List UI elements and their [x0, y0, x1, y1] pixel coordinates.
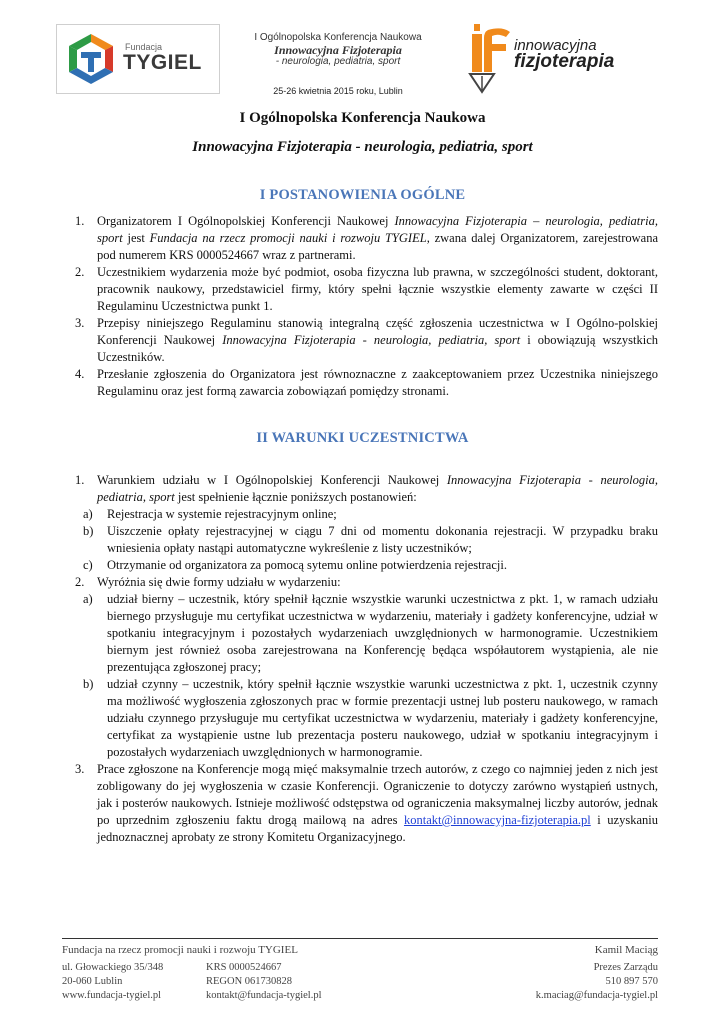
item-number: 3.: [75, 316, 85, 330]
section-2-list: [62, 472, 658, 846]
footer-role: Prezes Zarządu: [593, 962, 658, 973]
sub-item: [62, 591, 658, 676]
sub-item-letter: a): [83, 507, 93, 521]
sub-item: [62, 506, 658, 523]
sub-item-letter: c): [83, 558, 93, 572]
sub-item-letter: b): [83, 524, 94, 538]
item-text: i uzyskaniu jednoznacznej aprobaty ze strony Komitetu Organizacyjnego.: [97, 813, 658, 844]
item-text: Przesłanie zgłoszenia do Organizatora jest równoznaczne z zaakceptowaniem przez Uczestnika niniejszego Regulaminu oraz jest formą zawarcia zobowiązań pomiędzy stronami.: [97, 367, 658, 398]
item-italic-text: Innowacyjna Fizjoterapia - neurologia, pediatria, sport: [97, 473, 658, 504]
list-item: [62, 472, 658, 506]
sub-item: [62, 676, 658, 761]
document-title: I Ogólnopolska Konferencja Naukowa: [239, 110, 486, 126]
item-text: jest spełnienie łącznie poniższych postanowień:: [174, 490, 417, 504]
footer-contact-email: k.maciag@fundacja-tygiel.pl: [535, 990, 658, 1001]
footer-contact: [536, 961, 658, 1003]
item-text: Prace zgłoszone na Konferencje mogą mięć maksymalnie trzech autorów, z czego co najmniej jeden z nich jest zobligowany do jej wygłoszenia w czasie Konferencji. Ograniczenie to dotyczy zarówno wystąpień ustnych, jak i posterów naukowych. Istnieje możliwość odstępstwa od ograniczenia maksymalnej liczby autorów, jednak po uprzednim zgłoszeniu faktu drogą mailową na adres: [97, 762, 658, 827]
sub-item-text: Otrzymanie od organizatora za pomocą sytemu online potwierdzenia rejestracji.: [107, 558, 507, 572]
item-number: 1.: [75, 473, 85, 487]
header-line-3: - neurologia, pediatria, sport: [275, 56, 401, 67]
sub-item-text: udział czynny – uczestnik, który spełnił łącznie wszystkie warunki uczestnictwa z pkt. 1, uczestnik czynny ma możliwość wygłoszenia zgłoszonych prac w formie prezentacji ustnej lub posteru naukowego, w ramach udziału czynnego przysługuje mu certyfikat uczestnictwa w wydarzeniu, materiały i gadżety konferencyjne, certyfikat za wystąpienie ustne lub prezentacja posteru naukowego, udział w spotkaniu integracyjnym i pozostałych wydarzeniach uwzględnionych w harmonogramie.: [107, 677, 658, 759]
item-number: 4.: [75, 367, 85, 381]
section-title-postanowienia: I POSTANOWIENIA OGÓLNE: [259, 187, 466, 203]
sub-item-text: Uiszczenie opłaty rejestracyjnej w ciągu 7 dni od momentu dokonania rejestracji. W przypadku braku wniesienia opłaty nastąpi automatyczne wykreślenie z listy uczestników;: [107, 524, 658, 555]
footer-person-name: Kamil Maciąg: [594, 944, 658, 956]
sub-item-text: Rejestracja w systemie rejestracyjnym online;: [107, 507, 337, 521]
tygiel-logo-small-text: Fundacja: [125, 42, 163, 52]
item-italic-text: Innowacyjna Fizjoterapia - neurologia, pediatria, sport: [222, 333, 521, 347]
list-item: [62, 315, 658, 366]
sub-item: [62, 523, 658, 557]
footer-regon: REGON 061730828: [206, 976, 293, 987]
item-number: 3.: [75, 762, 85, 776]
list-item: [62, 366, 658, 400]
sub-item: [62, 557, 658, 574]
pen-nib-icon: [462, 24, 516, 94]
sub-item-text: udział bierny – uczestnik, który spełnił łącznie wszystkie warunki uczestnictwa z pkt. 1, w ramach udziału biernego przysługuje mu certyfikat uczestnictwa w wydarzeniu, materiały i gadżety konferencyjne, udział w spotkaniu integracyjnym i pozostałych wydarzeniach uwzględnionych w harmonogramie. Uczestnikiem biernym jest również osoba zarejestrowana na Konferencję będąca współautorem wystąpienia, ale nie prezentująca zgłoszonej pracy;: [107, 592, 658, 674]
footer-phone: 510 897 570: [605, 976, 658, 987]
footer-address-line: 20-060 Lublin: [62, 976, 123, 987]
footer-address: [62, 961, 163, 1003]
list-item: [62, 761, 658, 846]
tygiel-logo: [56, 24, 220, 94]
footer-registry: [206, 961, 322, 1003]
item-text: Warunkiem udziału w I Ogólnopolskiej Konferencji Naukowej: [97, 473, 447, 487]
header-conference-info: [238, 32, 438, 68]
header-line-1: I Ogólnopolska Konferencja Naukowa: [254, 32, 422, 43]
logo-word-fizjoterapia: fizjoterapia: [514, 51, 615, 72]
footer-organization: Fundacja na rzecz promocji nauki i rozwoju TYGIEL: [62, 944, 298, 956]
footer-website: www.fundacja-tygiel.pl: [62, 990, 162, 1001]
header-date: 25-26 kwietnia 2015 roku, Lublin: [273, 86, 403, 96]
email-link[interactable]: kontakt@innowacyjna-fizjoterapia.pl: [403, 813, 591, 827]
logo-word-innowacyjna: innowacyjna: [514, 37, 597, 54]
item-text: Wyróżnia się dwie formy udziału w wydarzeniu:: [97, 575, 341, 589]
section-1-list: [62, 213, 658, 400]
document-subtitle: Innowacyjna Fizjoterapia - neurologia, pediatria, sport: [192, 139, 533, 155]
item-number: 2.: [75, 575, 85, 589]
item-text: Uczestnikiem wydarzenia może być podmiot, osoba fizyczna lub prawna, w szczególności student, doktorant, pracownik naukowy, przedstawiciel firmy, który spełni łącznie wszystkie elementy zawarte w części II Regulaminu Uczestnictwa punkt 1.: [97, 265, 658, 313]
item-text: Przepisy niniejszego Regulaminu stanowią integralną część zgłoszenia uczestnictwa w I Ogólno-polskiej Konferencji Naukowej: [97, 316, 658, 347]
document-header: [0, 0, 725, 105]
item-number: 1.: [75, 214, 85, 228]
tygiel-logo-big-text: TYGIEL: [123, 51, 202, 74]
sub-item-letter: a): [83, 592, 93, 606]
footer-address-line: ul. Głowackiego 35/348: [62, 962, 164, 973]
tygiel-mark-icon: [63, 32, 119, 86]
item-number: 2.: [75, 265, 85, 279]
list-item: [62, 213, 658, 264]
item-text: jest: [122, 231, 150, 245]
list-item: [62, 264, 658, 315]
footer-email: kontakt@fundacja-tygiel.pl: [206, 990, 322, 1001]
item-italic-text: Fundacja na rzecz promocji nauki i rozwoju TYGIEL: [149, 231, 427, 245]
section-title-warunki: II WARUNKI UCZESTNICTWA: [256, 430, 469, 446]
header-line-2: Innowacyjna Fizjoterapia: [274, 43, 402, 57]
list-item: [62, 574, 658, 591]
item-text: , zwana dalej Organizatorem, zarejestrowana pod numerem KRS 0000524667 wraz z partnerami.: [97, 231, 658, 262]
item-text: i obowiązują wszystkich Uczestników.: [97, 333, 658, 364]
item-text: Organizatorem I Ogólnopolskiej Konferencji Naukowej: [97, 214, 395, 228]
document-footer: [62, 938, 658, 1001]
innowacyjna-fizjoterapia-logo: [462, 24, 632, 94]
footer-krs: KRS 0000524667: [206, 962, 282, 973]
item-italic-text: Innowacyjna Fizjoterapia – neurologia, pediatria, sport: [97, 214, 658, 245]
sub-item-letter: b): [83, 677, 94, 691]
